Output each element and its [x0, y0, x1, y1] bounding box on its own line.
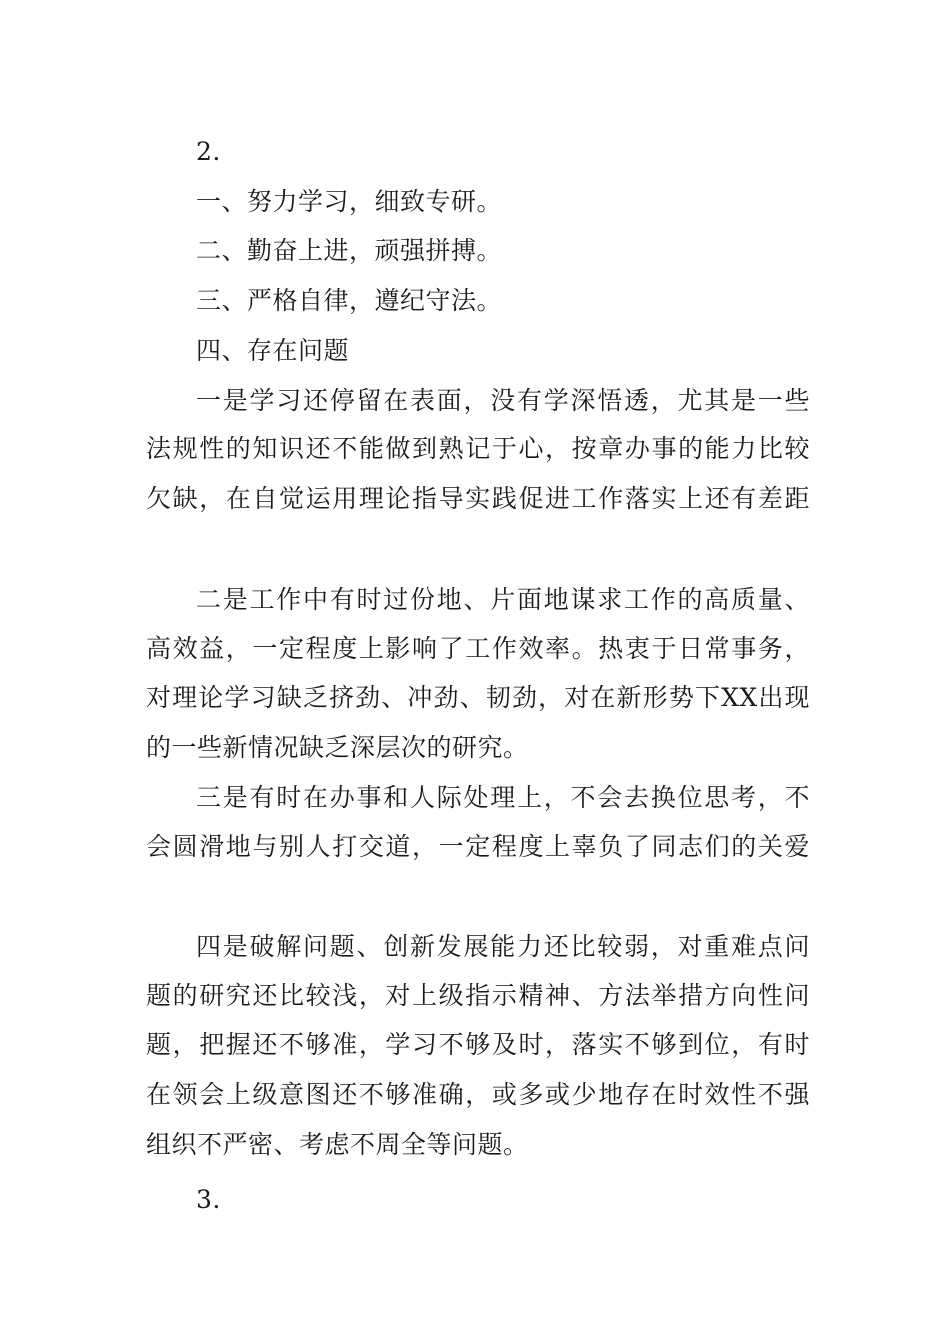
paragraph-line: 会圆滑地与别人打交道，一定程度上辜负了同志们的关爱: [146, 832, 810, 861]
paragraph-line: 法规性的知识还不能做到熟记于心，按章办事的能力比较: [146, 434, 810, 463]
heading-3: 三、严格自律，遵纪守法。: [196, 286, 503, 315]
paragraph-line: 二是工作中有时过份地、片面地谋求工作的高质量、: [196, 585, 810, 614]
paragraph-line: 高效益，一定程度上影响了工作效率。热衷于日常事务，: [146, 634, 810, 663]
paragraph-line: 题，把握还不够准，学习不够及时，落实不够到位，有时: [146, 1030, 810, 1059]
heading-2: 二、勤奋上进，顽强拼搏。: [196, 236, 503, 265]
paragraph-line: 对理论学习缺乏挤劲、冲劲、韧劲，对在新形势下XX出现: [146, 683, 810, 712]
paragraph-line: 四是破解问题、创新发展能力还比较弱，对重难点问: [196, 932, 810, 961]
section-number-2: 2.: [196, 137, 221, 166]
paragraph-line: 的一些新情况缺乏深层次的研究。: [146, 733, 529, 762]
paragraph-line: 在领会上级意图还不够准确，或多或少地存在时效性不强: [146, 1080, 810, 1109]
heading-1: 一、努力学习，细致专研。: [196, 187, 503, 216]
paragraph-line: 欠缺，在自觉运用理论指导实践促进工作落实上还有差距: [146, 484, 810, 513]
paragraph-line: 三是有时在办事和人际处理上，不会去换位思考，不: [196, 783, 810, 812]
paragraph-line: 题的研究还比较浅，对上级指示精神、方法举措方向性问: [146, 981, 810, 1010]
paragraph-line: 一是学习还停留在表面，没有学深悟透，尤其是一些: [196, 386, 810, 415]
paragraph-line: 组织不严密、考虑不周全等问题。: [146, 1130, 529, 1159]
section-number-3: 3.: [196, 1185, 221, 1214]
heading-4: 四、存在问题: [196, 336, 350, 365]
